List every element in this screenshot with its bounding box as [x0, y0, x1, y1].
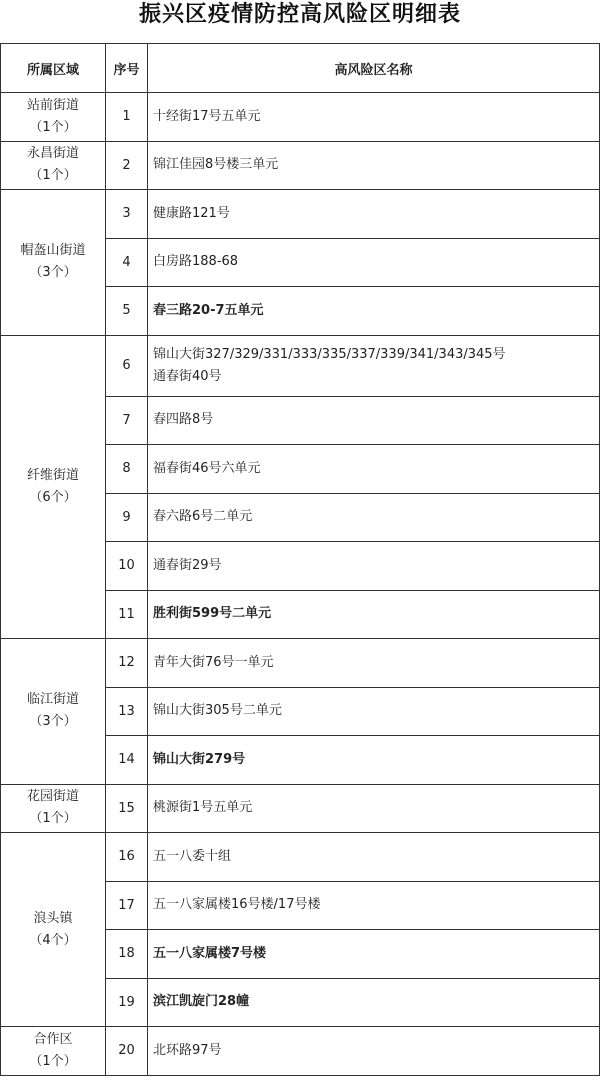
header-name: 高风险区名称	[148, 44, 600, 93]
area-name: 十经街17号五单元	[148, 93, 600, 142]
district-cell	[1, 190, 106, 336]
row-number: 12	[106, 639, 148, 688]
area-name: 胜利街599号二单元	[148, 590, 600, 639]
district-cell	[1, 335, 106, 639]
header-district: 所属区域	[1, 44, 106, 93]
high-risk-table	[0, 43, 600, 1076]
table-row	[1, 639, 600, 688]
district-name: 浪头镇	[33, 910, 73, 926]
district-name: 合作区	[33, 1031, 73, 1047]
district-count: （3个）	[29, 265, 77, 281]
row-number: 2	[106, 141, 148, 190]
district-name: 纤维街道	[26, 467, 79, 483]
row-number: 6	[106, 335, 148, 396]
area-name: 桃源街1号五单元	[148, 784, 600, 833]
row-number: 10	[106, 542, 148, 591]
district-count: （4个）	[29, 932, 77, 948]
district-cell	[1, 141, 106, 190]
district-count: （1个）	[29, 811, 77, 827]
area-name: 锦山大街279号	[148, 736, 600, 785]
area-name: 滨江凯旋门28幢	[148, 978, 600, 1027]
district-name: 帽盔山街道	[20, 243, 86, 259]
row-number: 9	[106, 493, 148, 542]
table-row	[1, 833, 600, 882]
area-name-line: 通春街40号	[153, 368, 222, 384]
row-number: 17	[106, 881, 148, 930]
area-name: 福春街46号六单元	[148, 445, 600, 494]
table-row	[1, 141, 600, 190]
area-name: 健康路121号	[148, 190, 600, 239]
area-name	[148, 335, 600, 396]
area-name: 白房路188-68	[148, 238, 600, 287]
district-count: （3个）	[29, 714, 77, 730]
district-count: （1个）	[29, 119, 77, 135]
table-row	[1, 93, 600, 142]
row-number: 4	[106, 238, 148, 287]
district-name: 临江街道	[26, 692, 79, 708]
district-cell	[1, 784, 106, 833]
area-name: 锦江佳园8号楼三单元	[148, 141, 600, 190]
area-name: 通春街29号	[148, 542, 600, 591]
table-header-row	[1, 44, 600, 93]
district-count: （6个）	[29, 489, 77, 505]
row-number: 16	[106, 833, 148, 882]
table-row	[1, 784, 600, 833]
row-number: 20	[106, 1027, 148, 1076]
district-count: （1个）	[29, 168, 77, 184]
row-number: 13	[106, 687, 148, 736]
area-name: 五一八委十组	[148, 833, 600, 882]
area-name: 春六路6号二单元	[148, 493, 600, 542]
area-name: 锦山大街305号二单元	[148, 687, 600, 736]
row-number: 11	[106, 590, 148, 639]
district-cell	[1, 639, 106, 785]
row-number: 1	[106, 93, 148, 142]
page-title: 振兴区疫情防控高风险区明细表	[138, 2, 461, 27]
row-number: 5	[106, 287, 148, 336]
row-number: 15	[106, 784, 148, 833]
area-name: 五一八家属楼16号楼/17号楼	[148, 881, 600, 930]
district-count: （1个）	[29, 1053, 77, 1069]
area-name: 北环路97号	[148, 1027, 600, 1076]
table-row	[1, 190, 600, 239]
row-number: 3	[106, 190, 148, 239]
area-name: 春三路20-7五单元	[148, 287, 600, 336]
area-name: 青年大街76号一单元	[148, 639, 600, 688]
district-cell	[1, 833, 106, 1027]
row-number: 7	[106, 396, 148, 445]
row-number: 18	[106, 930, 148, 979]
row-number: 8	[106, 445, 148, 494]
table-row	[1, 335, 600, 396]
table-row	[1, 1027, 600, 1076]
district-cell	[1, 1027, 106, 1076]
district-name: 站前街道	[26, 97, 79, 113]
area-name-line: 锦山大街327/329/331/333/335/337/339/341/343/345号	[153, 346, 506, 362]
district-name: 永昌街道	[26, 146, 79, 162]
district-name: 花园街道	[26, 789, 79, 805]
row-number: 19	[106, 978, 148, 1027]
district-cell	[1, 93, 106, 142]
area-name: 春四路8号	[148, 396, 600, 445]
row-number: 14	[106, 736, 148, 785]
area-name: 五一八家属楼7号楼	[148, 930, 600, 979]
header-number: 序号	[106, 44, 148, 93]
